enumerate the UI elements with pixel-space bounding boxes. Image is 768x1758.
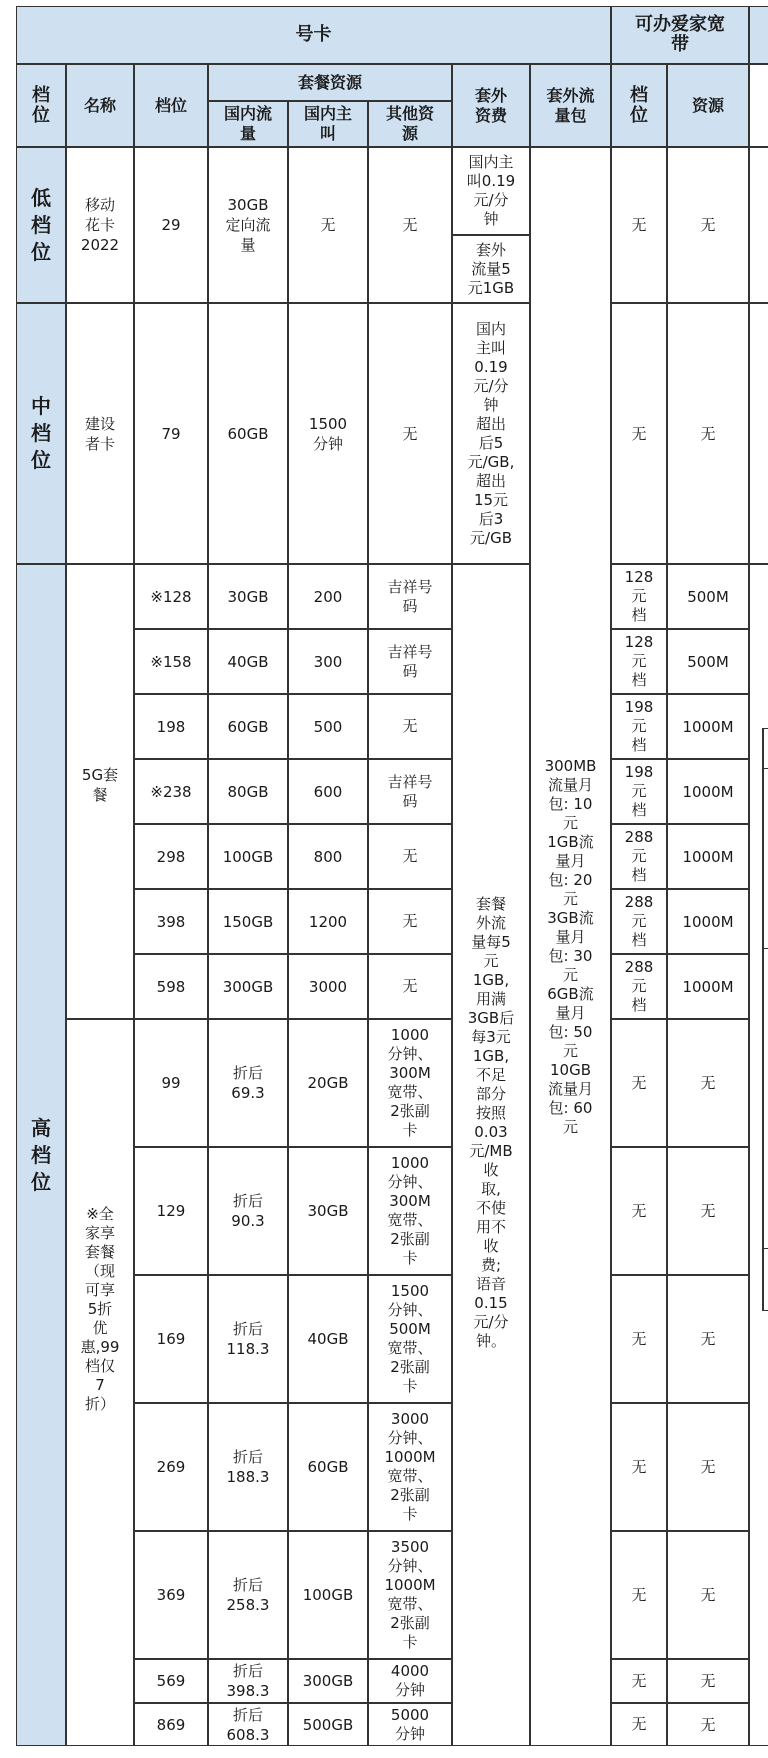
family-row-data: 折后 69.3 (208, 1019, 288, 1147)
family-row-bb-resource: 无 (667, 1703, 749, 1746)
low-other: 无 (368, 147, 452, 303)
partial-column-cell (749, 564, 768, 1746)
mid-bb-level: 无 (611, 303, 667, 564)
g5-row-level: 198 (134, 694, 208, 759)
family-row-bb-resource: 无 (667, 1531, 749, 1659)
header-partial-column (749, 6, 768, 64)
family-row-bb-level: 无 (611, 1531, 667, 1659)
header-broadband-resource: 资源 (667, 64, 749, 147)
low-fee-data: 套外 流量5 元1GB (452, 235, 530, 303)
g5-row-call: 500 (288, 694, 368, 759)
family-row-data: 折后 398.3 (208, 1659, 288, 1703)
family-row-other: 1000 分钟、 300M 宽带、 2张副 卡 (368, 1147, 452, 1275)
family-row-data: 折后 258.3 (208, 1531, 288, 1659)
mid-bb-resource: 无 (667, 303, 749, 564)
cropped-border-line (762, 1248, 768, 1249)
g5-row-level: ※128 (134, 564, 208, 629)
g5-row-bb-level: 288 元 档 (611, 824, 667, 889)
mid-level: 79 (134, 303, 208, 564)
family-row-other: 3500 分钟、 1000M 宽带、 2张副 卡 (368, 1531, 452, 1659)
header-domestic-call: 国内主 叫 (288, 101, 368, 147)
family-row-level: 269 (134, 1403, 208, 1531)
g5-row-level: ※158 (134, 629, 208, 694)
g5-row-level: 398 (134, 889, 208, 954)
family-row-level: 369 (134, 1531, 208, 1659)
tier-mid: 中 档 位 (16, 303, 66, 564)
g5-row-data: 30GB (208, 564, 288, 629)
family-row-level: 869 (134, 1703, 208, 1746)
family-row-call: 40GB (288, 1275, 368, 1403)
family-row-bb-level: 无 (611, 1703, 667, 1746)
g5-row-call: 3000 (288, 954, 368, 1019)
family-row-bb-level: 无 (611, 1147, 667, 1275)
g5-row-other: 无 (368, 889, 452, 954)
family-row-bb-level: 无 (611, 1403, 667, 1531)
header-tier: 档 位 (16, 64, 66, 147)
mid-fee: 国内 主叫 0.19 元/分 钟 超出 后5 元/GB, 超出 15元 后3 元/GB (452, 303, 530, 564)
g5-row-level: 598 (134, 954, 208, 1019)
g5-row-call: 300 (288, 629, 368, 694)
family-row-level: 99 (134, 1019, 208, 1147)
family-row-call: 60GB (288, 1403, 368, 1531)
family-row-bb-level: 无 (611, 1659, 667, 1703)
g5-row-bb-resource: 1000M (667, 759, 749, 824)
g5-row-bb-resource: 1000M (667, 954, 749, 1019)
g5-row-data: 100GB (208, 824, 288, 889)
g5-row-data: 40GB (208, 629, 288, 694)
family-row-call: 500GB (288, 1703, 368, 1746)
low-call: 无 (288, 147, 368, 303)
g5-row-bb-resource: 500M (667, 564, 749, 629)
high-extra-fee: 套餐 外流 量每5 元 1GB, 用满 3GB后 每3元 1GB, 不足 部分 按照 0.03 元/MB 收 取, 不使 用不 收 费; 语音 0.15 元/分 钟。 (452, 564, 530, 1746)
g5-row-other: 无 (368, 694, 452, 759)
g5-row-bb-level: 128 元 档 (611, 564, 667, 629)
cropped-border-line (762, 948, 768, 949)
header-level: 档位 (134, 64, 208, 147)
header-card: 号卡 (16, 6, 611, 64)
family-row-bb-resource: 无 (667, 1019, 749, 1147)
g5-row-other: 吉祥号 码 (368, 629, 452, 694)
partial-column-cell (749, 147, 768, 303)
mid-other: 无 (368, 303, 452, 564)
low-bb-resource: 无 (667, 147, 749, 303)
mid-call: 1500 分钟 (288, 303, 368, 564)
g5-row-bb-level: 288 元 档 (611, 954, 667, 1019)
g5-row-bb-level: 128 元 档 (611, 629, 667, 694)
g5-row-level: ※238 (134, 759, 208, 824)
family-row-call: 20GB (288, 1019, 368, 1147)
partial-column-cell (749, 303, 768, 564)
header-extra-fee: 套外 资费 (452, 64, 530, 147)
header-broadband: 可办爱家宽 带 (611, 6, 749, 64)
g5-row-other: 无 (368, 954, 452, 1019)
cropped-border-line (762, 768, 768, 769)
header-domestic-data: 国内流 量 (208, 101, 288, 147)
family-row-bb-resource: 无 (667, 1659, 749, 1703)
g5-row-call: 600 (288, 759, 368, 824)
family-row-data: 折后 118.3 (208, 1275, 288, 1403)
low-name: 移动 花卡 2022 (66, 147, 134, 303)
family-row-call: 100GB (288, 1531, 368, 1659)
family-row-other: 1500 分钟、 500M 宽带、 2张副 卡 (368, 1275, 452, 1403)
g5-row-call: 1200 (288, 889, 368, 954)
tier-high: 高 档 位 (16, 564, 66, 1746)
cropped-border-line (762, 728, 764, 1310)
low-data: 30GB 定向流 量 (208, 147, 288, 303)
family-row-bb-resource: 无 (667, 1275, 749, 1403)
low-bb-level: 无 (611, 147, 667, 303)
g5-row-data: 150GB (208, 889, 288, 954)
family-row-level: 569 (134, 1659, 208, 1703)
family-row-level: 169 (134, 1275, 208, 1403)
g5-row-bb-resource: 1000M (667, 824, 749, 889)
g5-name: 5G套 餐 (66, 564, 134, 1019)
g5-row-level: 298 (134, 824, 208, 889)
family-row-data: 折后 188.3 (208, 1403, 288, 1531)
family-row-bb-level: 无 (611, 1275, 667, 1403)
header-extra-pack: 套外流 量包 (530, 64, 611, 147)
family-row-call: 30GB (288, 1147, 368, 1275)
header-broadband-level: 档 位 (611, 64, 667, 147)
header-name: 名称 (66, 64, 134, 147)
cropped-border-line (762, 1310, 768, 1311)
family-row-data: 折后 90.3 (208, 1147, 288, 1275)
family-row-data: 折后 608.3 (208, 1703, 288, 1746)
g5-row-bb-level: 198 元 档 (611, 759, 667, 824)
family-row-bb-resource: 无 (667, 1147, 749, 1275)
partial-column-cell (749, 64, 768, 147)
family-row-call: 300GB (288, 1659, 368, 1703)
g5-row-call: 800 (288, 824, 368, 889)
tier-low: 低 档 位 (16, 147, 66, 303)
g5-row-other: 吉祥号 码 (368, 564, 452, 629)
family-name: ※全 家享 套餐 （现 可享 5折 优 惠,99 档仅 7 折） (66, 1019, 134, 1746)
g5-row-bb-resource: 1000M (667, 889, 749, 954)
header-package: 套餐资源 (208, 64, 452, 101)
low-level: 29 (134, 147, 208, 303)
g5-row-other: 吉祥号 码 (368, 759, 452, 824)
low-fee-call: 国内主 叫0.19 元/分 钟 (452, 147, 530, 235)
family-row-level: 129 (134, 1147, 208, 1275)
header-other: 其他资 源 (368, 101, 452, 147)
extra-pack: 300MB 流量月 包: 10 元 1GB流 量月 包: 20 元 3GB流 量月 包: 30 元 6GB流 量月 包: 50 元 10GB 流量月 包: 60 元 (530, 147, 611, 1746)
family-row-other: 3000 分钟、 1000M 宽带、 2张副 卡 (368, 1403, 452, 1531)
g5-row-data: 60GB (208, 694, 288, 759)
g5-row-data: 80GB (208, 759, 288, 824)
family-row-bb-resource: 无 (667, 1403, 749, 1531)
family-row-other: 1000 分钟、 300M 宽带、 2张副 卡 (368, 1019, 452, 1147)
g5-row-bb-resource: 500M (667, 629, 749, 694)
cropped-border-line (762, 728, 768, 729)
family-row-other: 5000 分钟 (368, 1703, 452, 1746)
g5-row-data: 300GB (208, 954, 288, 1019)
mid-name: 建设 者卡 (66, 303, 134, 564)
g5-row-other: 无 (368, 824, 452, 889)
mid-data: 60GB (208, 303, 288, 564)
family-row-bb-level: 无 (611, 1019, 667, 1147)
g5-row-call: 200 (288, 564, 368, 629)
g5-row-bb-level: 198 元 档 (611, 694, 667, 759)
family-row-other: 4000 分钟 (368, 1659, 452, 1703)
g5-row-bb-level: 288 元 档 (611, 889, 667, 954)
g5-row-bb-resource: 1000M (667, 694, 749, 759)
